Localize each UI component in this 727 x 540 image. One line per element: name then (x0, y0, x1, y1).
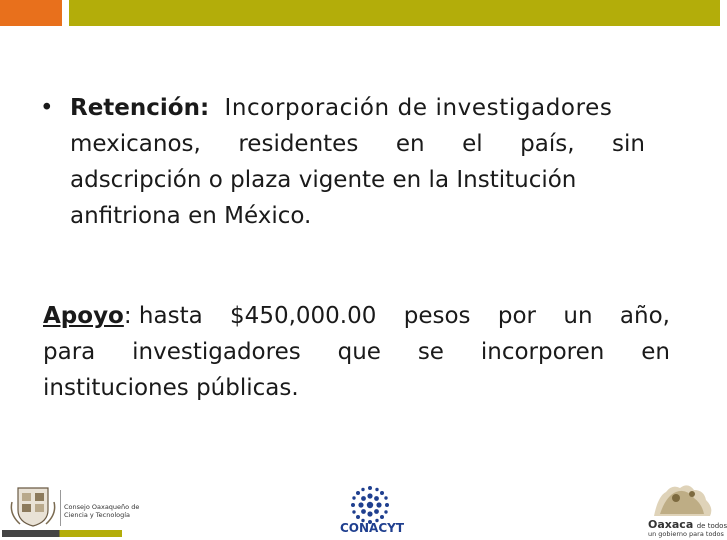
bullet-line-1-text: Incorporación de investigadores (224, 95, 613, 121)
word: país, (520, 131, 575, 157)
word: que (337, 339, 381, 365)
header-bar-olive (69, 0, 720, 26)
seal-caption-line-1: Consejo Oaxaqueño de (64, 503, 140, 511)
seal-caption (64, 503, 139, 519)
bullet-dot: • (40, 95, 54, 121)
seal-divider (60, 490, 61, 526)
conacyt-wordmark: CONACYT (340, 521, 405, 535)
word: se (417, 339, 444, 365)
oaxaca-tag: de todos (696, 522, 727, 530)
word: pesos (403, 303, 471, 329)
oaxaca-seal-icon (8, 484, 58, 528)
seal-strip (2, 530, 122, 537)
conacyt-logo-icon (344, 484, 396, 526)
retencion-label: Retención: (70, 95, 210, 121)
word: : hasta (123, 303, 203, 329)
word: por (497, 303, 537, 329)
word: sin (612, 131, 645, 157)
word: para (43, 339, 96, 365)
word: año, (619, 303, 670, 329)
apoyo-paragraph (43, 298, 670, 406)
apoyo-label: Apoyo (43, 303, 124, 329)
word: residentes (238, 131, 359, 157)
apoyo-start (43, 298, 203, 334)
word: investigadores (132, 339, 301, 365)
word: en (395, 131, 425, 157)
oaxaca-main: Oaxaca (648, 518, 694, 531)
retencion-bullet (40, 90, 672, 234)
footer-logos (0, 478, 727, 540)
bullet-line-3: adscripción o plaza vigente en la Institución (70, 167, 577, 193)
oaxaca-logo-icon (648, 480, 718, 520)
bullet-line-1 (40, 90, 672, 126)
oaxaca-subtitle: un gobierno para todos (648, 530, 724, 538)
word: incorporen (480, 339, 605, 365)
apoyo-line-1 (43, 298, 670, 334)
header-bar-orange (0, 0, 62, 26)
seal-caption-line-2: Ciencia y Tecnología (64, 511, 131, 519)
word: mexicanos, (70, 131, 201, 157)
apoyo-line-2 (43, 334, 670, 370)
word: el (462, 131, 483, 157)
bullet-line-2 (40, 126, 645, 162)
word: $450,000.00 (230, 303, 377, 329)
word: un (563, 303, 593, 329)
apoyo-line-3: instituciones públicas. (43, 375, 299, 401)
bullet-line-4: anfitriona en México. (70, 203, 312, 229)
word: en (641, 339, 670, 365)
